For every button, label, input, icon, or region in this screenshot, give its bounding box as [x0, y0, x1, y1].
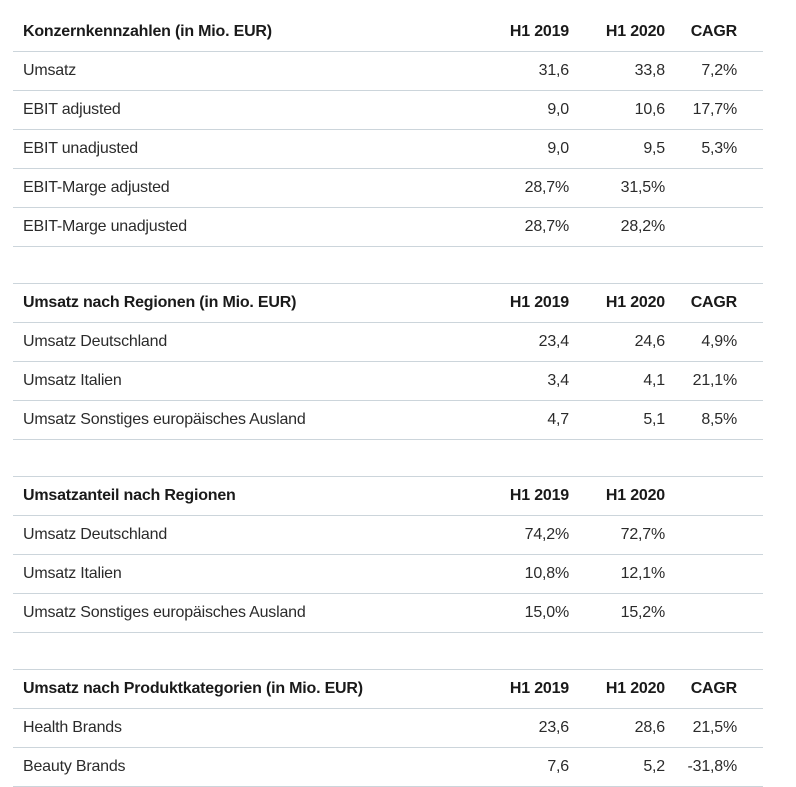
- cell-h1-2019: 23,6: [478, 709, 570, 748]
- cell-h1-2020: 31,5%: [570, 169, 666, 208]
- row-label: Umsatz Deutschland: [13, 323, 478, 362]
- table-row: [13, 555, 763, 594]
- cell-h1-2020: 9,5: [570, 130, 666, 169]
- table-konzernkennzahlen: [13, 13, 763, 247]
- cell-h1-2019: 23,4: [478, 323, 570, 362]
- cell-h1-2019: 9,0: [478, 91, 570, 130]
- table-row: [13, 401, 763, 440]
- table-row: [13, 362, 763, 401]
- table-row: [13, 748, 763, 787]
- cell-cagr: 7,2%: [666, 52, 763, 91]
- cell-cagr: 5,3%: [666, 130, 763, 169]
- row-label: Umsatz Italien: [13, 362, 478, 401]
- cell-h1-2019: 7,6: [478, 748, 570, 787]
- table-row: [13, 516, 763, 555]
- cell-h1-2020: 28,6: [570, 709, 666, 748]
- row-label: Umsatz Sonstiges europäisches Ausland: [13, 401, 478, 440]
- row-label: EBIT unadjusted: [13, 130, 478, 169]
- table-row: [13, 91, 763, 130]
- table-row: [13, 130, 763, 169]
- col-header-cagr: CAGR: [666, 13, 763, 52]
- col-header-h1-2019: H1 2019: [478, 670, 570, 709]
- cell-h1-2019: 15,0%: [478, 594, 570, 633]
- col-header-h1-2020: H1 2020: [570, 670, 666, 709]
- table-title: Umsatz nach Produktkategorien (in Mio. EUR): [13, 670, 478, 709]
- row-label: Umsatz Italien: [13, 555, 478, 594]
- table-umsatzanteil-nach-regionen: [13, 476, 763, 633]
- header-row: [13, 284, 763, 323]
- cell-h1-2020: 10,6: [570, 91, 666, 130]
- table-row: [13, 709, 763, 748]
- cell-empty: [666, 555, 763, 594]
- row-label: Umsatz Deutschland: [13, 516, 478, 555]
- cell-h1-2019: 3,4: [478, 362, 570, 401]
- cell-h1-2020: 24,6: [570, 323, 666, 362]
- cell-h1-2019: 28,7%: [478, 208, 570, 247]
- row-label: EBIT adjusted: [13, 91, 478, 130]
- cell-h1-2019: 31,6: [478, 52, 570, 91]
- cell-cagr: [666, 169, 763, 208]
- col-header-h1-2020: H1 2020: [570, 477, 666, 516]
- cell-empty: [666, 594, 763, 633]
- cell-h1-2020: 12,1%: [570, 555, 666, 594]
- header-row: [13, 13, 763, 52]
- col-header-h1-2019: H1 2019: [478, 477, 570, 516]
- cell-cagr: 8,5%: [666, 401, 763, 440]
- cell-cagr: 21,1%: [666, 362, 763, 401]
- cell-h1-2020: 5,2: [570, 748, 666, 787]
- table-row: [13, 169, 763, 208]
- col-header-h1-2020: H1 2020: [570, 284, 666, 323]
- row-label: Health Brands: [13, 709, 478, 748]
- cell-h1-2019: 4,7: [478, 401, 570, 440]
- cell-h1-2019: 74,2%: [478, 516, 570, 555]
- header-row: [13, 477, 763, 516]
- table-umsatz-nach-regionen: [13, 283, 763, 440]
- cell-h1-2020: 28,2%: [570, 208, 666, 247]
- table-row: [13, 323, 763, 362]
- cell-h1-2019: 28,7%: [478, 169, 570, 208]
- cell-cagr: 21,5%: [666, 709, 763, 748]
- col-header-cagr: CAGR: [666, 670, 763, 709]
- cell-cagr: 4,9%: [666, 323, 763, 362]
- header-row: [13, 670, 763, 709]
- col-header-empty: [666, 477, 763, 516]
- table-row: [13, 52, 763, 91]
- table-title: Konzernkennzahlen (in Mio. EUR): [13, 13, 478, 52]
- cell-h1-2020: 15,2%: [570, 594, 666, 633]
- cell-empty: [666, 516, 763, 555]
- col-header-h1-2019: H1 2019: [478, 13, 570, 52]
- cell-h1-2020: 72,7%: [570, 516, 666, 555]
- cell-cagr: -31,8%: [666, 748, 763, 787]
- table-umsatz-nach-produktkategorien: [13, 669, 763, 787]
- cell-cagr: [666, 208, 763, 247]
- cell-h1-2020: 5,1: [570, 401, 666, 440]
- col-header-h1-2020: H1 2020: [570, 13, 666, 52]
- row-label: Beauty Brands: [13, 748, 478, 787]
- cell-h1-2020: 33,8: [570, 52, 666, 91]
- row-label: Umsatz Sonstiges europäisches Ausland: [13, 594, 478, 633]
- col-header-h1-2019: H1 2019: [478, 284, 570, 323]
- table-row: [13, 594, 763, 633]
- table-row: [13, 208, 763, 247]
- row-label: EBIT-Marge unadjusted: [13, 208, 478, 247]
- cell-cagr: 17,7%: [666, 91, 763, 130]
- cell-h1-2020: 4,1: [570, 362, 666, 401]
- row-label: Umsatz: [13, 52, 478, 91]
- cell-h1-2019: 9,0: [478, 130, 570, 169]
- cell-h1-2019: 10,8%: [478, 555, 570, 594]
- col-header-cagr: CAGR: [666, 284, 763, 323]
- row-label: EBIT-Marge adjusted: [13, 169, 478, 208]
- table-title: Umsatz nach Regionen (in Mio. EUR): [13, 284, 478, 323]
- table-title: Umsatzanteil nach Regionen: [13, 477, 478, 516]
